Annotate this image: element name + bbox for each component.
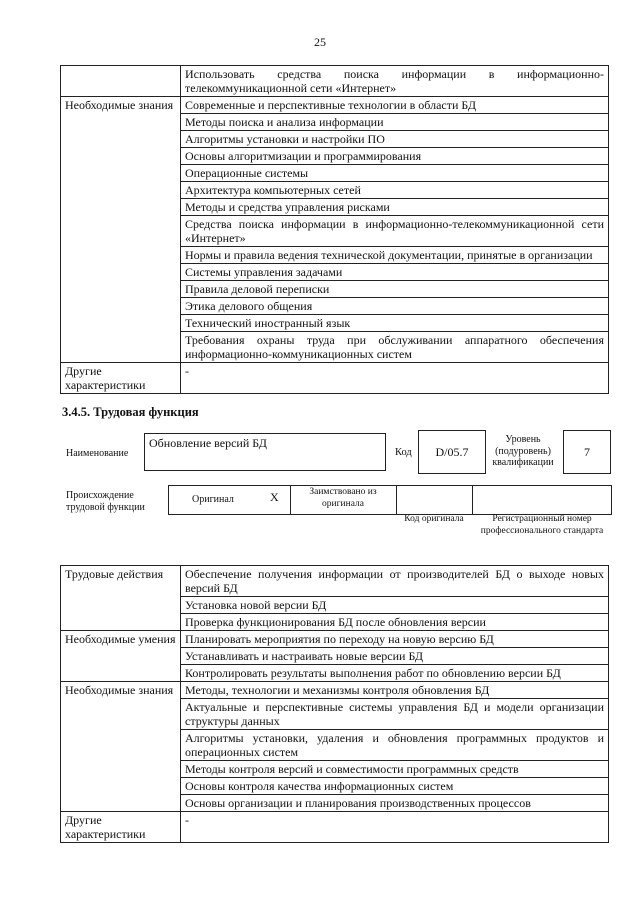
origin-label: Происхождение трудовой функции [66, 490, 145, 513]
table-cell: Планировать мероприятия по переходу на новую версию БД [181, 631, 609, 648]
table-cell: Методы контроля версий и совместимости программных средств [181, 761, 609, 778]
row-label: Необходимые знания [61, 682, 181, 812]
table-cell: Средства поиска информации в информационно-телекоммуникационной сети «Интернет» [181, 216, 609, 247]
table-cell: Основы организации и планирования производственных процессов [181, 795, 609, 812]
function-details-table [60, 565, 609, 843]
table-cell: - [181, 812, 609, 843]
table-cell: Обеспечение получения информации от производителей БД о выходе новых версий БД [181, 566, 609, 597]
table-cell: Требования охраны труда при обслуживании аппаратного обеспечения информационно-коммуникационных систем [181, 332, 609, 363]
table-cell: Проверка функционирования БД после обновления версии [181, 614, 609, 631]
row-label: Другие характеристики [61, 812, 181, 843]
table-cell: Контролировать результаты выполнения работ по обновлению версии БД [181, 665, 609, 682]
table-cell: Современные и перспективные технологии в области БД [181, 97, 609, 114]
divider [290, 485, 291, 514]
table-cell: Операционные системы [181, 165, 609, 182]
row-label: Необходимые умения [61, 631, 181, 682]
divider [472, 485, 473, 514]
table-cell: Основы алгоритмизации и программирования [181, 148, 609, 165]
table-row [61, 97, 609, 114]
table-row [61, 682, 609, 699]
code-original-caption: Код оригинала [404, 514, 464, 524]
page-number: 25 [314, 35, 326, 49]
table-cell: Методы и средства управления рисками [181, 199, 609, 216]
table-cell: Алгоритмы установки, удаления и обновления программных продуктов и операционных систем [181, 730, 609, 761]
table-cell: Правила деловой переписки [181, 281, 609, 298]
table-row [61, 631, 609, 648]
row-label: Необходимые знания [61, 97, 181, 363]
original-label: Оригинал [192, 494, 234, 505]
table-cell: Методы поиска и анализа информации [181, 114, 609, 131]
table-row [61, 566, 609, 597]
level-box [563, 430, 611, 474]
table-cell: Алгоритмы установки и настройки ПО [181, 131, 609, 148]
table-cell: Системы управления задачами [181, 264, 609, 281]
table-cell: Актуальные и перспективные системы управления БД и модели организации структуры данных [181, 699, 609, 730]
function-name-value: Обновление версий БД [149, 436, 267, 450]
reg-number-caption: Регистрационный номер профессионального стандарта [480, 514, 604, 536]
table-cell: Технический иностранный язык [181, 315, 609, 332]
name-label: Наименование [66, 448, 129, 459]
level-label: Уровень (подуровень) квалификации [492, 434, 554, 468]
table-cell: Установка новой версии БД [181, 597, 609, 614]
table-cell: Методы, технологии и механизмы контроля обновления БД [181, 682, 609, 699]
table-row [61, 812, 609, 843]
table-cell: Этика делового общения [181, 298, 609, 315]
borrowed-label: Заимствовано из оригинала [309, 487, 377, 509]
level-value: 7 [584, 444, 590, 459]
table-row [61, 363, 609, 394]
section-heading: 3.4.5. Трудовая функция [62, 405, 199, 419]
table-row [61, 66, 609, 97]
table-cell: Использовать средства поиска информации в информационно-телекоммуникационной сети «Интернет» [181, 66, 609, 97]
table-cell: Нормы и правила ведения технической документации, принятые в организации [181, 247, 609, 264]
row-label: Другие характеристики [61, 363, 181, 394]
table-cell: Устанавливать и настраивать новые версии БД [181, 648, 609, 665]
divider [396, 485, 397, 514]
row-label: Трудовые действия [61, 566, 181, 631]
code-value: D/05.7 [435, 444, 469, 459]
table-cell: Основы контроля качества информационных систем [181, 778, 609, 795]
code-box [418, 430, 486, 474]
original-mark: X [270, 490, 279, 504]
code-label: Код [395, 447, 412, 458]
empty-label-cell [61, 66, 181, 97]
function-name-box [144, 433, 386, 471]
knowledge-table-top [60, 65, 609, 394]
table-cell: Архитектура компьютерных сетей [181, 182, 609, 199]
table-cell: - [181, 363, 609, 394]
